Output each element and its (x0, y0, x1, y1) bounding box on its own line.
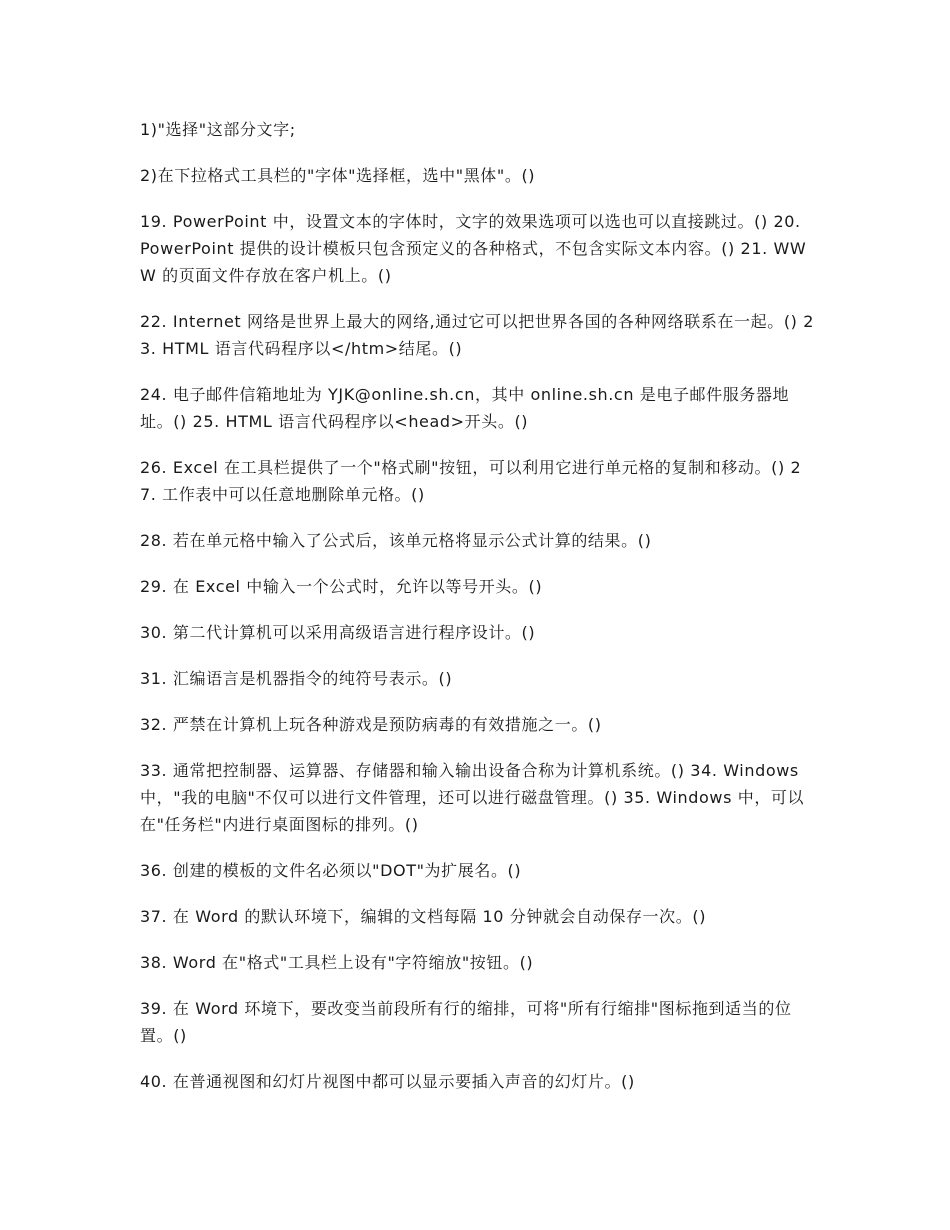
paragraph-q24-25: 24. 电子邮件信箱地址为 YJK@online.sh.cn，其中 online.sh.cn 是电子邮件服务器地址。() 25. HTML 语言代码程序以<head>开头。() (140, 385, 790, 431)
paragraph-step-2: 2)在下拉格式工具栏的"字体"选择框，选中"黑体"。() (140, 166, 536, 185)
paragraph-q22-23: 22. Internet 网络是世界上最大的网络,通过它可以把世界各国的各种网络联系在一起。() 23. HTML 语言代码程序以</htm>结尾。() (140, 312, 814, 358)
paragraph-q19-21: 19. PowerPoint 中，设置文本的字体时，文字的效果选项可以选也可以直接跳过。() 20. PowerPoint 提供的设计模板只包含预定义的各种格式，不包含实际文本内容。() 21. WWW 的页面文件存放在客户机上。() (140, 212, 807, 285)
paragraph-q40: 40. 在普通视图和幻灯片视图中都可以显示要插入声音的幻灯片。() (140, 1072, 635, 1091)
paragraph-q36: 36. 创建的模板的文件名必须以"DOT"为扩展名。() (140, 861, 522, 880)
paragraph-q31: 31. 汇编语言是机器指令的纯符号表示。() (140, 669, 453, 688)
paragraph-q30: 30. 第二代计算机可以采用高级语言进行程序设计。() (140, 623, 536, 642)
paragraph-q33-35: 33. 通常把控制器、运算器、存储器和输入输出设备合称为计算机系统。() 34. Windows 中，"我的电脑"不仅可以进行文件管理，还可以进行磁盘管理。() 35. Windows 中，可以在"任务栏"内进行桌面图标的排列。() (140, 761, 805, 834)
paragraph-q26-27: 26. Excel 在工具栏提供了一个"格式刷"按钮，可以利用它进行单元格的复制和移动。() 27. 工作表中可以任意地删除单元格。() (140, 458, 802, 504)
paragraph-q29: 29. 在 Excel 中输入一个公式时，允许以等号开头。() (140, 577, 543, 596)
paragraph-q28: 28. 若在单元格中输入了公式后，该单元格将显示公式计算的结果。() (140, 531, 652, 550)
document-body (140, 116, 815, 1114)
paragraph-q39: 39. 在 Word 环境下，要改变当前段所有行的缩排，可将"所有行缩排"图标拖到适当的位置。() (140, 999, 792, 1045)
paragraph-q32: 32. 严禁在计算机上玩各种游戏是预防病毒的有效措施之一。() (140, 715, 602, 734)
paragraph-q37: 37. 在 Word 的默认环境下，编辑的文档每隔 10 分钟就会自动保存一次。() (140, 907, 707, 926)
paragraph-step-1: 1)"选择"这部分文字; (140, 120, 296, 139)
paragraph-q38: 38. Word 在"格式"工具栏上设有"字符缩放"按钮。() (140, 953, 534, 972)
